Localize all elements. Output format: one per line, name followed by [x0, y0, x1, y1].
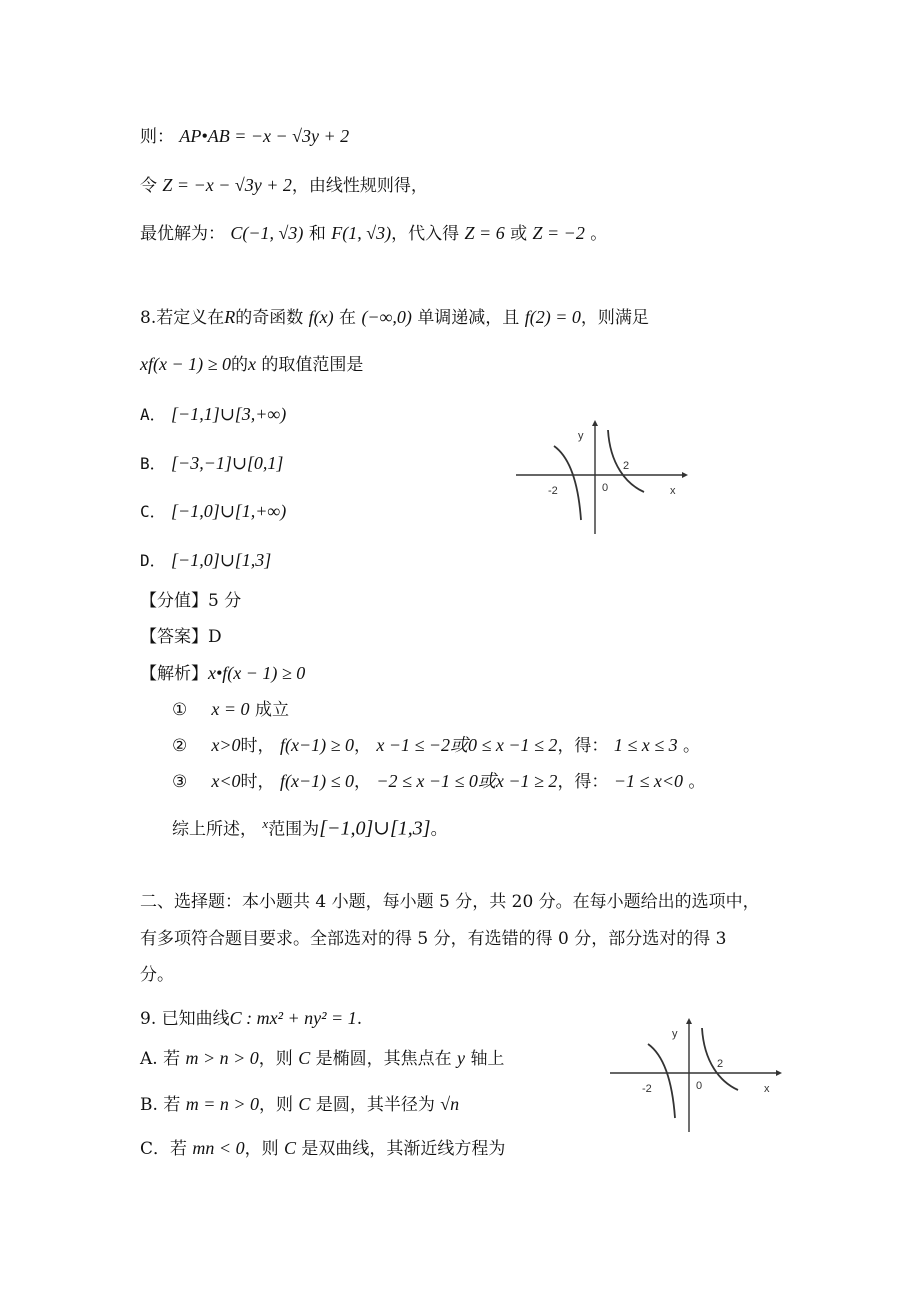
q8-case2-period: 。 — [683, 736, 700, 756]
q8-case3-inequality: −2 ≤ x −1 ≤ 0或x −1 ≥ 2 — [376, 771, 558, 791]
section2-line3: 分。 — [140, 965, 174, 985]
sol7-point-f: F(1, √3) — [331, 223, 392, 243]
q8-option-b — [140, 451, 283, 476]
q8-summary-x: x — [262, 816, 269, 831]
q8-de-text: 的 — [231, 355, 248, 375]
q8-case1-formula: x = 0 — [211, 699, 250, 719]
q8-option-a-value: [−1,1]∪[3,+∞) — [171, 404, 287, 424]
q8-stem-text-a: 8.若定义在 — [140, 308, 225, 328]
q8-graph-label-zero: 0 — [602, 482, 609, 494]
q9-option-b-condition: m = n > 0 — [185, 1094, 260, 1114]
q8-case3-number: ③ — [172, 772, 188, 792]
q8-fx: f(x) — [308, 307, 334, 327]
q8-option-a-label: A． — [140, 405, 166, 424]
sol7-line2 — [140, 173, 428, 198]
sol7-and-text: 和 — [308, 224, 326, 244]
q8-option-b-label: B． — [140, 454, 166, 473]
q8-case2-result: 1 ≤ x ≤ 3 — [613, 735, 678, 755]
sol7-line3 — [140, 221, 607, 246]
sol7-z-value-1: Z = 6 — [464, 223, 505, 243]
q8-score-tag: 【分值】 — [140, 591, 208, 611]
q9-graph-y-label: y — [672, 1028, 678, 1040]
q8-analysis-tag: 【解析】 — [140, 664, 208, 684]
q8-answer-tag: 【答案】 — [140, 627, 208, 647]
q9-graph-label-pos2: 2 — [717, 1058, 724, 1070]
q9-graph-left-branch — [648, 1044, 675, 1118]
q9-option-a-if: 若 — [163, 1049, 181, 1069]
q9-option-a-desc: 是椭圆，其焦点在 — [315, 1049, 452, 1069]
q8-option-d-value: [−1,0]∪[1,3] — [171, 550, 272, 570]
q9-option-c-then: ，则 — [244, 1139, 279, 1159]
q9-option-a-c: C — [298, 1048, 311, 1068]
q8-summary-text: 综上所述， — [172, 819, 257, 840]
q8-case2-inequality: x −1 ≤ −2或0 ≤ x −1 ≤ 2 — [376, 735, 558, 755]
q8-case3-condition: x<0 — [211, 771, 241, 791]
q9-option-b — [140, 1092, 459, 1117]
sol7-substitute-text: ，代入得 — [391, 224, 460, 244]
q8-graph-y-label: y — [578, 430, 584, 442]
q8-summary-period: 。 — [430, 819, 448, 840]
q9-stem-period: . — [356, 1009, 363, 1029]
q8-score — [140, 589, 241, 613]
sol7-point-c: C(−1, √3) — [230, 223, 304, 243]
q9-option-c-c: C — [283, 1138, 296, 1158]
q9-option-b-desc: 是圆，其半径为 — [315, 1095, 435, 1115]
q8-inequality: xf(x − 1) ≥ 0 — [140, 354, 231, 374]
q8-case3-period: 。 — [688, 772, 706, 792]
q8-case3-f: f(x−1) ≤ 0 — [279, 771, 354, 791]
q8-summary-range-text: 范围为 — [268, 819, 320, 840]
sol7-period: 。 — [590, 224, 608, 244]
q8-case1-number: ① — [172, 700, 188, 720]
q8-option-a — [140, 402, 286, 427]
q8-stem-text-c: 在 — [339, 308, 357, 328]
q8-interval: (−∞,0) — [361, 307, 412, 327]
q9-option-a-then: ，则 — [258, 1049, 293, 1069]
q8-stem-text-e: ，则满足 — [580, 308, 649, 328]
q8-option-c — [140, 499, 286, 524]
sol7-or-text: 或 — [510, 224, 528, 244]
q8-case2-get: ，得： — [557, 736, 609, 756]
q8-case1-text: 成立 — [254, 700, 289, 720]
q8-graph-label-pos2: 2 — [623, 460, 630, 472]
q8-case3-sep: ， — [353, 772, 371, 792]
q8-analysis-formula: x•f(x − 1) ≥ 0 — [208, 663, 306, 683]
q8-answer-value: D — [208, 627, 222, 647]
q9-graph-x-label: x — [764, 1083, 770, 1095]
sol7-optimal-text: 最优解为： — [140, 224, 225, 244]
q8-case-3 — [172, 769, 705, 794]
q8-score-value: 5 分 — [208, 591, 242, 611]
q8-option-d — [140, 548, 271, 573]
q9-option-b-c: C — [298, 1094, 311, 1114]
q9-option-a-y: y — [457, 1048, 466, 1068]
q9-option-c-if: 若 — [170, 1139, 188, 1159]
section2-line1: 二、选择题：本小题共 4 小题，每小题 5 分，共 20 分。在每小题给出的选项中， — [140, 892, 760, 912]
q8-graph-label-neg2: -2 — [548, 485, 558, 497]
q8-case3-result: −1 ≤ x<0 — [613, 771, 684, 791]
q9-curve-formula: C : mx² + ny² = 1 — [229, 1008, 357, 1028]
q9-graph-y-arrow — [686, 1018, 692, 1024]
sol7-line1 — [140, 124, 349, 149]
q9-option-c — [140, 1136, 505, 1161]
q9-graph-x-arrow — [776, 1070, 782, 1076]
q8-case2-when: 时， — [240, 736, 275, 756]
sol7-dot-product-formula: AP•AB = −x − √3y + 2 — [179, 126, 350, 146]
q9-stem-text: 9. 已知曲线 — [140, 1009, 230, 1029]
q9-option-c-desc: 是双曲线，其渐近线方程为 — [301, 1139, 506, 1159]
q9-option-a-label: A. — [140, 1049, 158, 1069]
q8-range-text: 的取值范围是 — [261, 355, 364, 375]
q8-option-d-label: D． — [140, 551, 166, 570]
q8-stem-2 — [140, 352, 363, 377]
q9-option-a — [140, 1046, 504, 1071]
q8-summary — [172, 812, 448, 842]
q8-case2-condition: x>0 — [211, 735, 241, 755]
q9-graph-label-zero: 0 — [696, 1080, 703, 1092]
q9-option-a-axis: 轴上 — [470, 1049, 505, 1069]
q8-graph-x-label: x — [670, 485, 676, 497]
q8-analysis — [140, 661, 305, 686]
q9-option-b-radius: √n — [440, 1094, 460, 1114]
q8-graph — [512, 418, 692, 538]
q8-answer — [140, 625, 222, 649]
sol7-z-value-2: Z = −2 — [532, 223, 585, 243]
q9-option-b-if: 若 — [163, 1095, 181, 1115]
q8-x: x — [248, 354, 256, 374]
q9-graph — [606, 1016, 786, 1136]
q8-case2-f: f(x−1) ≥ 0 — [279, 735, 354, 755]
q8-graph-left-branch — [554, 446, 581, 520]
q8-summary-range: [−1,0]∪[1,3] — [319, 817, 431, 840]
q8-stem-text-d: 单调递减，且 — [417, 308, 520, 328]
sol7-label: 则： — [140, 127, 174, 147]
q9-option-a-condition: m > n > 0 — [185, 1048, 259, 1068]
q9-option-c-label: C． — [140, 1139, 171, 1159]
q8-case3-when: 时， — [240, 772, 275, 792]
q9-graph-label-neg2: -2 — [642, 1083, 652, 1095]
q9-option-b-then: ，则 — [259, 1095, 294, 1115]
q8-case3-get: ，得： — [557, 772, 609, 792]
q9-option-c-condition: mn < 0 — [192, 1138, 245, 1158]
q8-option-b-value: [−3,−1]∪[0,1] — [171, 453, 284, 473]
sol7-z-formula: Z = −x − √3y + 2 — [162, 175, 292, 195]
sol7-linear-text: ，由线性规则得， — [291, 176, 428, 196]
q8-case-1 — [172, 697, 289, 722]
q8-graph-x-arrow — [682, 472, 688, 478]
q8-case2-number: ② — [172, 736, 188, 756]
q8-r: R — [224, 307, 236, 327]
section2-line2: 有多项符合题目要求。全部选对的得 5 分，有选错的得 0 分，部分选对的得 3 — [140, 929, 727, 949]
sol7-let-text: 令 — [140, 176, 157, 196]
q8-case-2 — [172, 733, 700, 758]
q8-f2: f(2) = 0 — [524, 307, 581, 327]
q8-option-c-label: C． — [140, 502, 166, 521]
q8-graph-y-arrow — [592, 420, 598, 426]
q9-option-b-label: B. — [140, 1095, 158, 1115]
q8-case2-sep: ， — [353, 736, 371, 756]
q8-stem-text-b: 的奇函数 — [235, 308, 304, 328]
q9-stem — [140, 1006, 362, 1031]
q8-option-c-value: [−1,0]∪[1,+∞) — [171, 501, 287, 521]
q8-stem — [140, 305, 649, 330]
